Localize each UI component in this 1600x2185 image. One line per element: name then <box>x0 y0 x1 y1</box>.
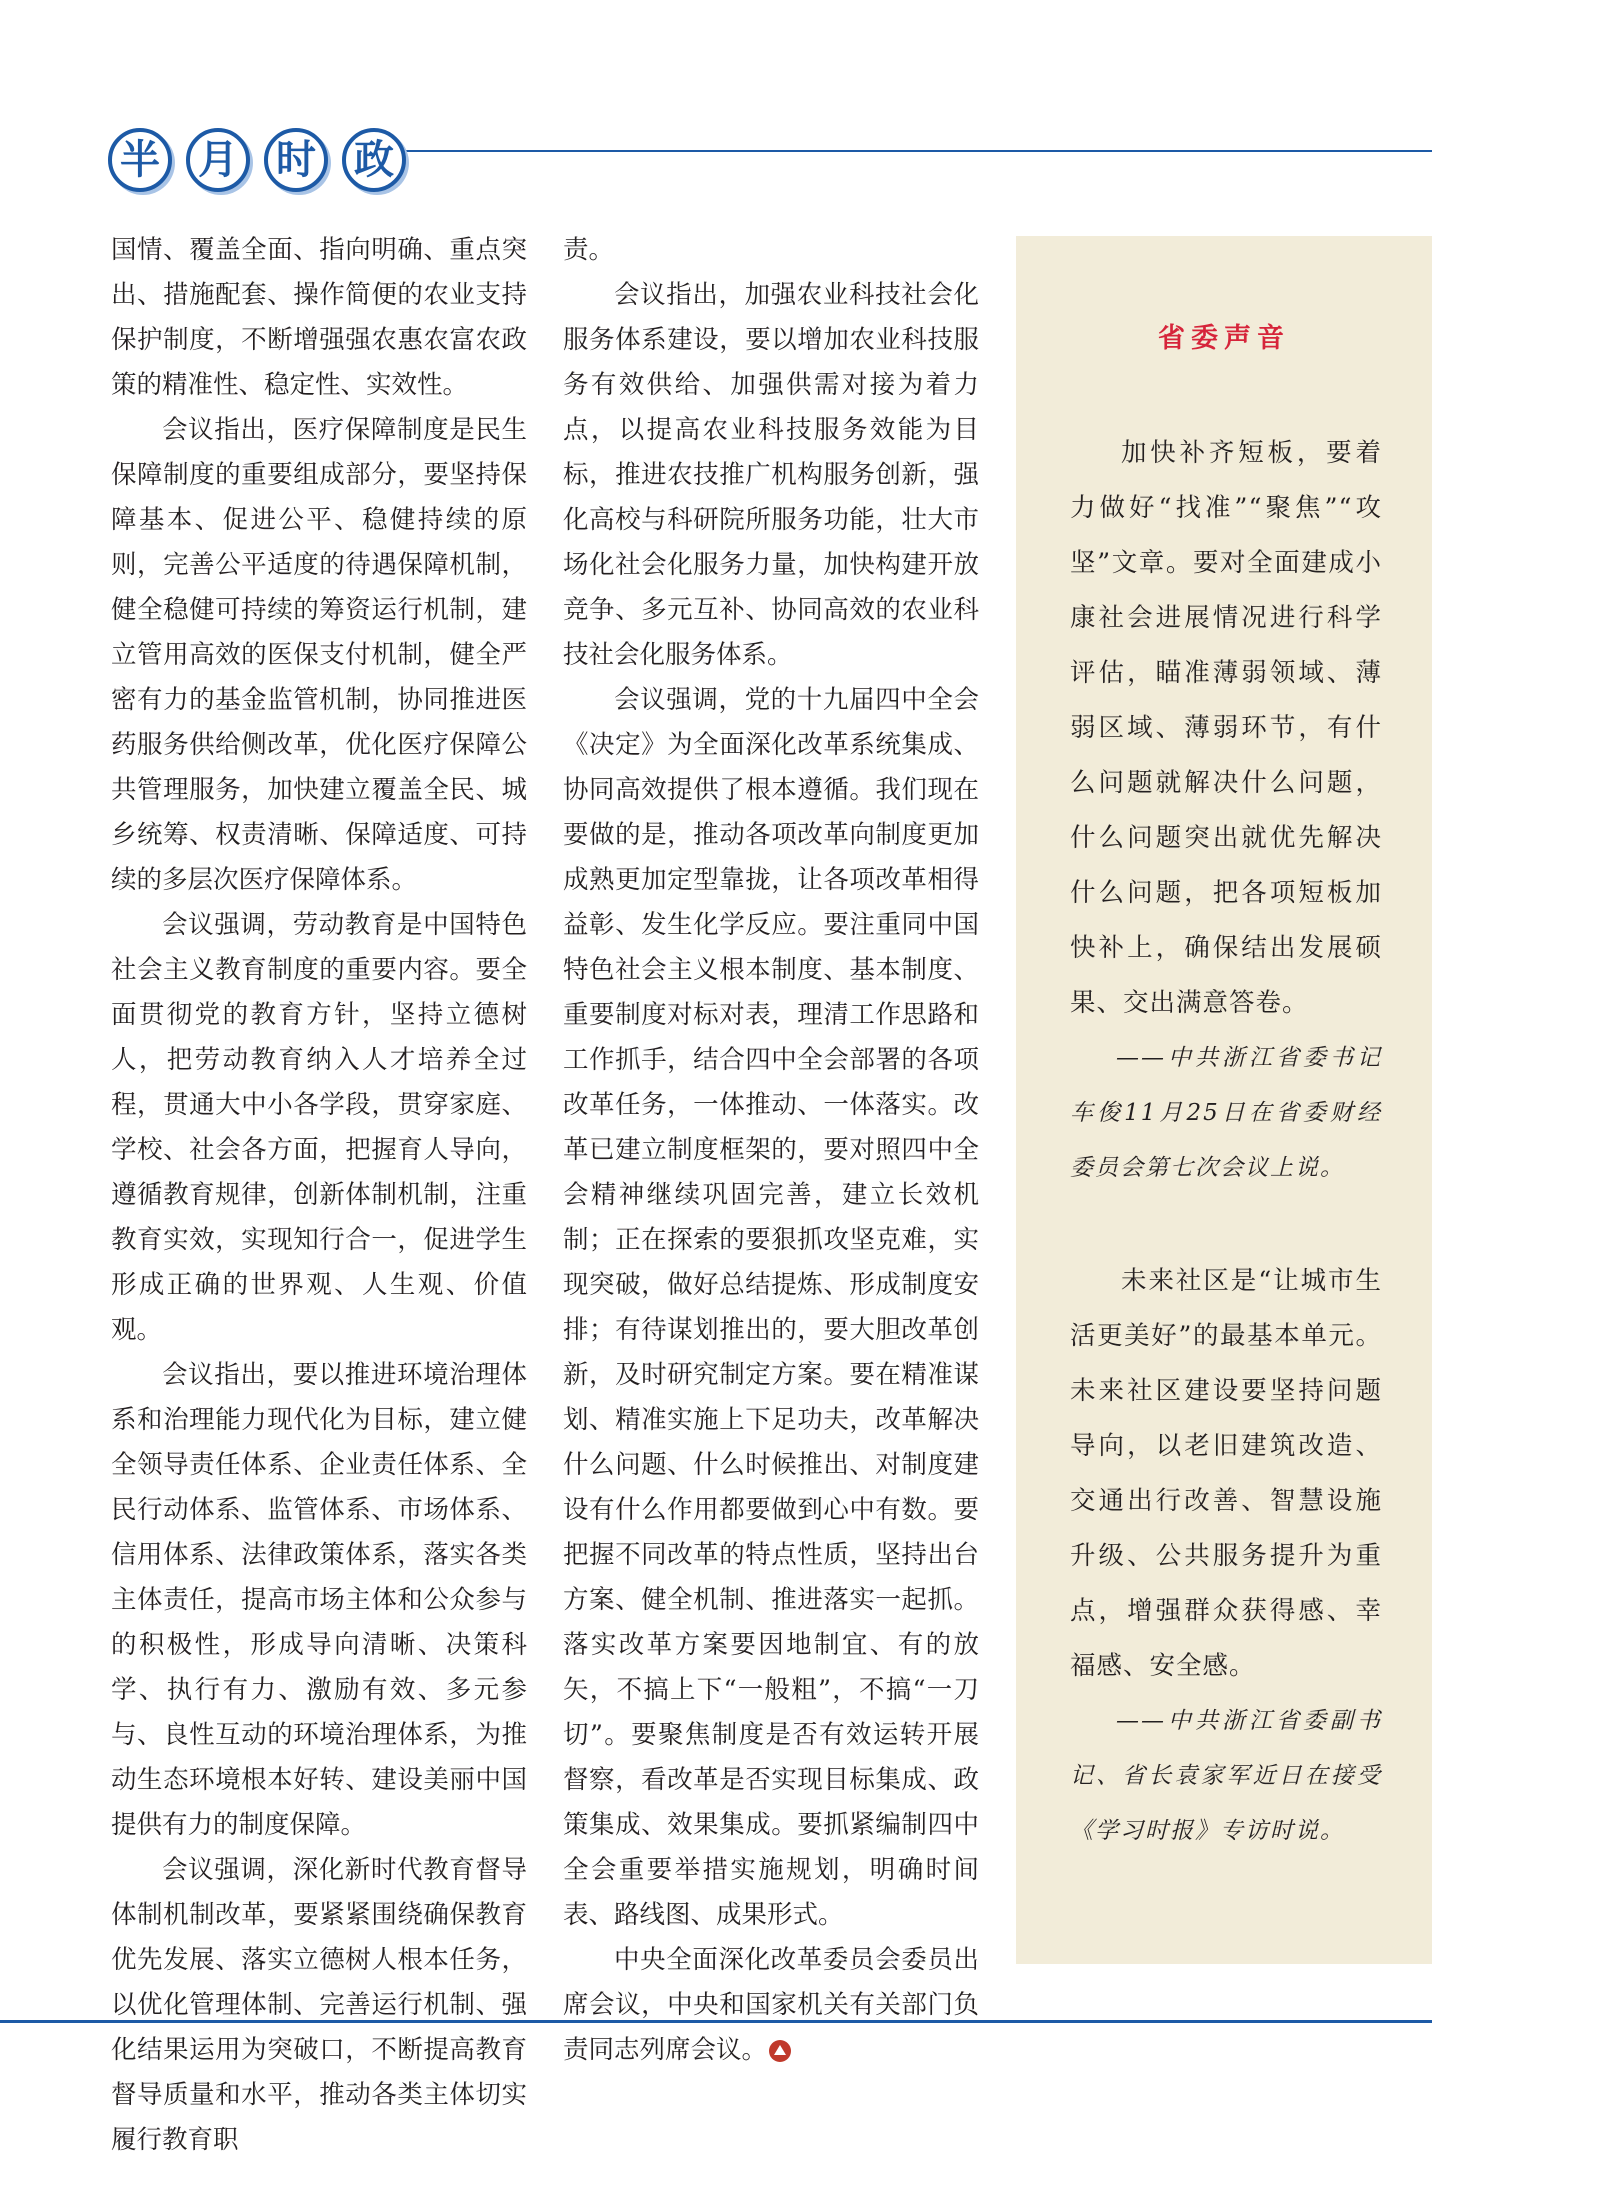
masthead-char: 月 <box>186 128 250 192</box>
end-mark-icon <box>769 2040 791 2062</box>
paragraph-final-text: 中央全面深化改革委员会委员出席会议，中央和国家机关有关部门负责同志列席会议。 <box>563 1945 979 2065</box>
paragraph: 会议指出，要以推进环境治理体系和治理能力现代化为目标，建立健全领导责任体系、企业责任体系、全民行动体系、监管体系、市场体系、信用体系、法律政策体系，落实各类主体责任，提高市场主体和公众参与的积极性，形成导向清晰、决策科学、执行有力、激励有效、多元参与、良性互动的环境治理体系，为推动生态环境根本好转、建设美丽中国提供有力的制度保障。 <box>111 1360 527 1840</box>
paragraph-final <box>563 1938 979 2073</box>
masthead-char: 时 <box>264 128 328 192</box>
sidebar-attribution: ——中共浙江省委副书记、省长袁家军近日在接受《学习时报》专访时说。 <box>1070 1708 1382 1844</box>
paragraph: 会议强调，党的十九届四中全会《决定》为全面深化改革系统集成、协同高效提供了根本遵循。我们现在要做的是，推动各项改革向制度更加成熟更加定型靠拢，让各项改革相得益彰、发生化学反应。要注重同中国特色社会主义根本制度、基本制度、重要制度对标对表，理清工作思路和工作抓手，结合四中全会部署的各项改革任务，一体推动、一体落实。改革已建立制度框架的，要对照四中全会精神继续巩固完善，建立长效机制；正在探索的要狠抓攻坚克难，实现突破，做好总结提炼、形成制度安排；有待谋划推出的，要大胆改革创新，及时研究制定方案。要在精准谋划、精准实施上下足功夫，改革解决什么问题、什么时候推出、对制度建设有什么作用都要做到心中有数。要把握不同改革的特点性质，坚持出台方案、健全机制、推进落实一起抓。落实改革方案要因地制宜、有的放矢，不搞上下“一般粗”，不搞“一刀切”。要聚焦制度是否有效运转开展督察，看改革是否实现目标集成、政策集成、效果集成。要抓紧编制四中全会重要举措实施规划，明确时间表、路线图、成果形式。 <box>563 685 979 1930</box>
paragraph: 会议指出，医疗保障制度是民生保障制度的重要组成部分，要坚持保障基本、促进公平、稳健持续的原则，完善公平适度的待遇保障机制，健全稳健可持续的筹资运行机制，建立管用高效的医保支付机制，健全严密有力的基金监管机制，协同推进医药服务供给侧改革，优化医疗保障公共管理服务，加快建立覆盖全民、城乡统筹、权责清晰、保障适度、可持续的多层次医疗保障体系。 <box>111 415 527 895</box>
paragraph: 会议强调，劳动教育是中国特色社会主义教育制度的重要内容。要全面贯彻党的教育方针，坚持立德树人，把劳动教育纳入人才培养全过程，贯通大中小各学段，贯穿家庭、学校、社会各方面，把握育人导向，遵循教育规律，创新体制机制，注重教育实效，实现知行合一，促进学生形成正确的世界观、人生观、价值观。 <box>111 910 527 1345</box>
sidebar-quote: 加快补齐短板，要着力做好“找准”“聚焦”“攻坚”文章。要对全面建成小康社会进展情况进行科学评估，瞄准薄弱领域、薄弱区域、薄弱环节，有什么问题就解决什么问题，什么问题突出就优先解决什么问题，把各项短板加快补上，确保结出发展硕果、交出满意答卷。 <box>1070 438 1382 1018</box>
sidebar-quote-block-1 <box>1070 426 1382 1196</box>
header-rule <box>380 150 1432 152</box>
article-column-2 <box>563 228 979 2073</box>
sidebar-title: 省委声音 <box>1158 323 1290 354</box>
sidebar-provincial-voices <box>1016 236 1432 1964</box>
article-column-1 <box>111 228 527 2163</box>
masthead-char: 半 <box>108 128 172 192</box>
sidebar-attribution: ——中共浙江省委书记车俊11月25日在省委财经委员会第七次会议上说。 <box>1070 1045 1382 1181</box>
paragraph: 责。 <box>563 235 615 265</box>
paragraph: 会议强调，深化新时代教育督导体制机制改革，要紧紧围绕确保教育优先发展、落实立德树人根本任务，以优化管理体制、完善运行机制、强化结果运用为突破口，不断提高教育督导质量和水平，推动各类主体切实履行教育职 <box>111 1855 527 2155</box>
footer-rule <box>0 2020 1432 2023</box>
paragraph: 国情、覆盖全面、指向明确、重点突出、措施配套、操作简便的农业支持保护制度，不断增强强农惠农富农政策的精准性、稳定性、实效性。 <box>111 235 527 400</box>
sidebar-quote: 未来社区是“让城市生活更美好”的最基本单元。未来社区建设要坚持问题导向，以老旧建筑改造、交通出行改善、智慧设施升级、公共服务提升为重点，增强群众获得感、幸福感、安全感。 <box>1070 1266 1382 1681</box>
masthead <box>108 128 406 192</box>
masthead-char: 政 <box>342 128 406 192</box>
paragraph: 会议指出，加强农业科技社会化服务体系建设，要以增加农业科技服务有效供给、加强供需对接为着力点，以提高农业科技服务效能为目标，推进农技推广机构服务创新，强化高校与科研院所服务功能，壮大市场化社会化服务力量，加快构建开放竞争、多元互补、协同高效的农业科技社会化服务体系。 <box>563 280 979 670</box>
sidebar-quote-block-2 <box>1070 1254 1382 1859</box>
